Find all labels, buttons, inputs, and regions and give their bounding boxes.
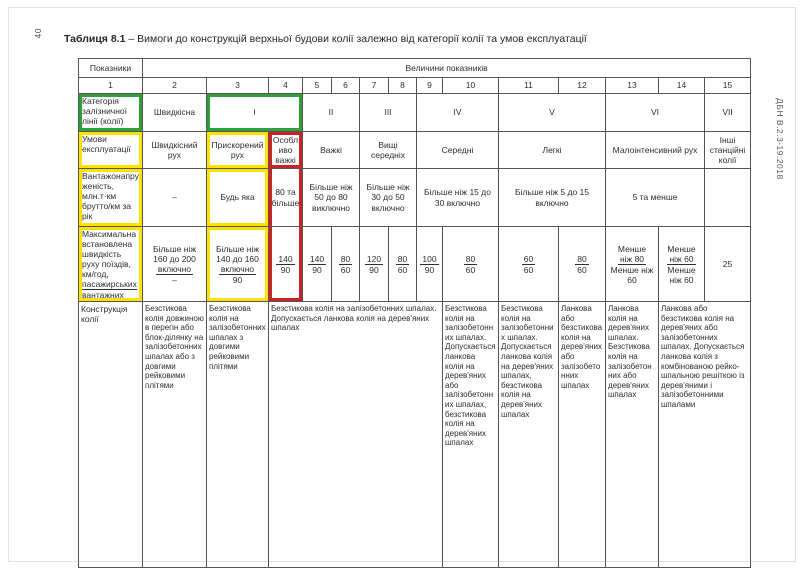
requirements-table — [78, 58, 751, 568]
speed-row — [79, 227, 751, 302]
header-values: Величини показників — [143, 59, 751, 78]
cell-speed: 60 60 — [499, 227, 559, 302]
col-number: 1 — [79, 78, 143, 94]
cell-category-VII: VII — [705, 94, 751, 132]
cell-category-I: I — [207, 94, 303, 132]
cell-conditions: Інші станційні колії — [705, 132, 751, 169]
cell-speed: Менше ніж 60 Менше ніж 60 — [659, 227, 705, 302]
conditions-row — [79, 132, 751, 169]
table-title — [64, 33, 764, 45]
col-number: 11 — [499, 78, 559, 94]
col-number: 6 — [332, 78, 360, 94]
cell-category-VI: VI — [606, 94, 705, 132]
col-number: 15 — [705, 78, 751, 94]
speed-label-freight: вантажних — [82, 290, 124, 301]
cell-speed: 140 90 — [269, 227, 303, 302]
cell-construction: Безстикова колія на залізобетонних шпалах. Допускається ланкова колія на дерев'яних шпалах, безстикова колія на дерев'яних шпалах — [499, 302, 559, 568]
column-number-row — [79, 78, 751, 94]
cell-conditions: Швидкісний рух — [143, 132, 207, 169]
cell-category-highspeed: Швидкісна — [143, 94, 207, 132]
doc-code: ДБН В.2.3-19:2018 — [775, 98, 785, 180]
speed-label-text: Максимальна встановлена швидкість руху поїздів, км/год, — [82, 229, 137, 280]
category-row — [79, 94, 751, 132]
cell-construction: Ланкова колія на дерев'яних шпалах. Безстикова колія на залізобетонних або дерев'яних шпалах — [606, 302, 659, 568]
cell-conditions: Малоінтенсивний рух — [606, 132, 705, 169]
cell-conditions: Середні — [417, 132, 499, 169]
cell-speed: 140 90 — [303, 227, 332, 302]
cell-load: Будь яка — [207, 169, 269, 227]
table-title-label: Таблиця 8.1 — [64, 33, 126, 45]
cell-load: Більше ніж 50 до 80 виключно — [303, 169, 360, 227]
cell-load: Більше ніж 5 до 15 включно — [499, 169, 606, 227]
cell-category-V: V — [499, 94, 606, 132]
cell-construction: Безстикова колія довжиною в перегін або блок-ділянку на залізобетонних шпалах або з довгими рейковими плітями — [143, 302, 207, 568]
cell-load-empty — [705, 169, 751, 227]
row-label-construction: Конструкція колії — [79, 302, 143, 568]
load-row — [79, 169, 751, 227]
cell-category-III: III — [360, 94, 417, 132]
speed-label-passenger: пасажирських — [82, 279, 137, 290]
col-number: 14 — [659, 78, 705, 94]
row-label-speed — [79, 227, 143, 302]
header-indicators: Показники — [79, 59, 143, 78]
col-number: 9 — [417, 78, 443, 94]
row-label-category: Категорія залізничної лінії (колії) — [79, 94, 143, 132]
col-number: 13 — [606, 78, 659, 94]
col-number: 8 — [389, 78, 417, 94]
col-number: 7 — [360, 78, 389, 94]
col-number: 3 — [207, 78, 269, 94]
cell-conditions: Легкі — [499, 132, 606, 169]
page-number: 40 — [33, 28, 43, 39]
cell-speed: 80 60 — [389, 227, 417, 302]
cell-speed: 120 90 — [360, 227, 389, 302]
col-number: 4 — [269, 78, 303, 94]
cell-speed: 80 60 — [559, 227, 606, 302]
cell-construction: Безстикова колія на залізобетонних шпалах. Допускається ланкова колія на дерев'яних шпалах — [269, 302, 443, 568]
header-row — [79, 59, 751, 78]
cell-load: 80 та більше — [269, 169, 303, 227]
cell-conditions: Важкі — [303, 132, 360, 169]
cell-speed: Менше ніж 80 Менше ніж 60 — [606, 227, 659, 302]
col-number: 12 — [559, 78, 606, 94]
row-label-conditions: Умови експлуатації — [79, 132, 143, 169]
cell-load: – — [143, 169, 207, 227]
col-number: 2 — [143, 78, 207, 94]
cell-category-IV: IV — [417, 94, 499, 132]
col-number: 10 — [443, 78, 499, 94]
cell-construction: Ланкова або безстикова колія на дерев'яних або залізобетонних шпалах. Допускається ланкова колія з комбінованою рейко-шпальною решіткою із дерев'яними і залізобетонними шпалами — [659, 302, 751, 568]
cell-construction: Ланкова або безстикова колія на дерев'яних або залізобетонних шпалах — [559, 302, 606, 568]
cell-speed: 80 60 — [443, 227, 499, 302]
table-title-text: – Вимоги до конструкцій верхньої будови колії залежно від категорії колії та умов експлуатації — [128, 33, 587, 45]
construction-row — [79, 302, 751, 568]
cell-speed: Більше ніж 140 до 160 включно 90 — [207, 227, 269, 302]
cell-speed: Більше ніж 160 до 200 включно – — [143, 227, 207, 302]
cell-load: 5 та менше — [606, 169, 705, 227]
cell-conditions-extra-heavy: Особливо важкі — [269, 132, 303, 169]
col-number: 5 — [303, 78, 332, 94]
cell-conditions-accelerated: Прискорений рух — [207, 132, 269, 169]
cell-speed: 25 — [705, 227, 751, 302]
cell-construction: Безстикова колія на залізобетонних шпалах з довгими рейковими плітями — [207, 302, 269, 568]
row-label-load: Вантажонапруженість, млн.т·км брутто/км за рік — [79, 169, 143, 227]
cell-category-II: II — [303, 94, 360, 132]
cell-speed: 100 90 — [417, 227, 443, 302]
cell-load: Більше ніж 30 до 50 включно — [360, 169, 417, 227]
cell-conditions: Вищі середніх — [360, 132, 417, 169]
cell-construction: Безстикова колія на залізобетонних шпалах. Допускається ланкова колія на дерев'яних або залізобетонних шпалах, безстикова колія на дерев'яних шпалах — [443, 302, 499, 568]
cell-load: Більше ніж 15 до 30 включно — [417, 169, 499, 227]
cell-speed: 80 60 — [332, 227, 360, 302]
